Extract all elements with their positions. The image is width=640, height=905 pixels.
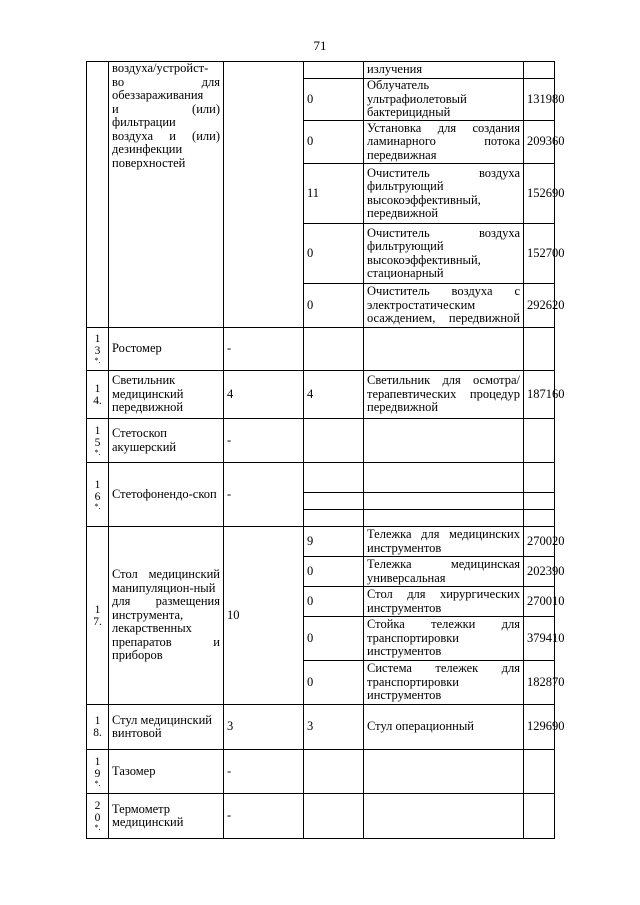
qty-cell bbox=[304, 419, 364, 463]
price-cell: 152690 bbox=[524, 164, 555, 224]
equipment-name-cell: Стол для хирургических инструментов bbox=[364, 587, 524, 617]
price-cell: 129690 bbox=[524, 705, 555, 750]
qty-cell bbox=[304, 328, 364, 371]
qty-cell: 3 bbox=[304, 705, 364, 750]
row-number-cell: 1 4. bbox=[87, 371, 109, 419]
qty-cell: 4 bbox=[304, 371, 364, 419]
row-number-cell bbox=[87, 62, 109, 328]
equipment-name-cell: Стул операционный bbox=[364, 705, 524, 750]
row-number-cell: 1 8. bbox=[87, 705, 109, 750]
qty-cell: 0 bbox=[304, 617, 364, 661]
qty-cell bbox=[304, 510, 364, 527]
item-name-cell: Светильник медицинский передвижной bbox=[109, 371, 224, 419]
qty-cell: 0 bbox=[304, 587, 364, 617]
page-number: 71 bbox=[313, 38, 327, 53]
price-cell: 270010 bbox=[524, 587, 555, 617]
equipment-name-cell bbox=[364, 510, 524, 527]
required-qty-cell: 3 bbox=[224, 705, 304, 750]
equipment-name-cell: Очиститель воздуха с электростатическим осаждением, передвижной bbox=[364, 284, 524, 328]
equipment-name-cell: Установка для создания ламинарного потока передвижная bbox=[364, 121, 524, 164]
equipment-name-cell: Стойка тележки для транспортировки инструментов bbox=[364, 617, 524, 661]
equipment-name-cell: Система тележек для транспортировки инструментов bbox=[364, 661, 524, 705]
row-number-cell: 1 7. bbox=[87, 527, 109, 705]
table-row bbox=[87, 328, 555, 371]
qty-cell: 0 bbox=[304, 284, 364, 328]
price-cell: 182870 bbox=[524, 661, 555, 705]
row-number-cell: 1 5 *. bbox=[87, 419, 109, 463]
price-cell: 202390 bbox=[524, 557, 555, 587]
required-qty-cell: 4 bbox=[224, 371, 304, 419]
price-cell: 270020 bbox=[524, 527, 555, 557]
qty-cell bbox=[304, 463, 364, 493]
required-qty-cell bbox=[224, 62, 304, 328]
equipment-name-cell: Очиститель воздуха фильтрующий высокоэффективный, передвижной bbox=[364, 164, 524, 224]
table-row bbox=[87, 705, 555, 750]
price-cell bbox=[524, 794, 555, 839]
equipment-name-cell: Облучатель ультрафиолетовый бактерицидный bbox=[364, 79, 524, 121]
required-qty-cell: - bbox=[224, 750, 304, 794]
table-row bbox=[87, 750, 555, 794]
table-row bbox=[87, 62, 555, 79]
equipment-name-cell bbox=[364, 328, 524, 371]
equipment-name-cell: Очиститель воздуха фильтрующий высокоэффективный, стационарный bbox=[364, 224, 524, 284]
equipment-name-cell bbox=[364, 419, 524, 463]
equipment-table bbox=[86, 61, 565, 839]
table-row bbox=[87, 794, 555, 839]
row-number-cell: 1 6 *. bbox=[87, 463, 109, 527]
equipment-name-cell: излучения bbox=[364, 62, 524, 79]
price-cell: 152700 bbox=[524, 224, 555, 284]
item-name-cell: Стул медицинский винтовой bbox=[109, 705, 224, 750]
price-cell bbox=[524, 510, 555, 527]
qty-cell: 11 bbox=[304, 164, 364, 224]
qty-cell bbox=[304, 750, 364, 794]
qty-cell: 0 bbox=[304, 557, 364, 587]
required-qty-cell: - bbox=[224, 794, 304, 839]
price-cell: 131980 bbox=[524, 79, 555, 121]
price-cell bbox=[524, 463, 555, 493]
equipment-name-cell: Светильник для осмотра/терапевтических процедур передвижной bbox=[364, 371, 524, 419]
price-cell: 209360 bbox=[524, 121, 555, 164]
table-row bbox=[87, 419, 555, 463]
qty-cell: 9 bbox=[304, 527, 364, 557]
equipment-name-cell bbox=[364, 794, 524, 839]
price-cell: 292620 bbox=[524, 284, 555, 328]
price-cell: 379410 bbox=[524, 617, 555, 661]
equipment-name-cell bbox=[364, 750, 524, 794]
item-name-cell: Термометр медицинский bbox=[109, 794, 224, 839]
price-cell bbox=[524, 419, 555, 463]
table-row bbox=[87, 527, 555, 557]
required-qty-cell: - bbox=[224, 463, 304, 527]
table-row bbox=[87, 371, 555, 419]
item-name-cell: Стетоскоп акушерский bbox=[109, 419, 224, 463]
equipment-name-cell: Тележка для медицинских инструментов bbox=[364, 527, 524, 557]
qty-cell: 0 bbox=[304, 224, 364, 284]
table-row bbox=[87, 463, 555, 493]
qty-cell: 0 bbox=[304, 661, 364, 705]
row-number-cell: 2 0 *. bbox=[87, 794, 109, 839]
equipment-name-cell: Тележка медицинская универсальная bbox=[364, 557, 524, 587]
row-number-cell: 1 9 *. bbox=[87, 750, 109, 794]
item-name-cell: Стол медицинский манипуляцион-ный для размещения инструмента, лекарственных препаратов и приборов bbox=[109, 527, 224, 705]
equipment-name-cell bbox=[364, 493, 524, 510]
qty-cell bbox=[304, 493, 364, 510]
item-name-cell: Стетофонендо-скоп bbox=[109, 463, 224, 527]
qty-cell bbox=[304, 62, 364, 79]
required-qty-cell: 10 bbox=[224, 527, 304, 705]
price-cell: 187160 bbox=[524, 371, 555, 419]
row-number-cell: 1 3 *. bbox=[87, 328, 109, 371]
price-cell bbox=[524, 328, 555, 371]
required-qty-cell: - bbox=[224, 419, 304, 463]
item-name-cell: воздуха/устройст- во для обеззараживания и (или) фильтрации воздуха и (или) дезинфекции поверхностей bbox=[109, 62, 224, 328]
qty-cell bbox=[304, 794, 364, 839]
item-name-cell: Ростомер bbox=[109, 328, 224, 371]
qty-cell: 0 bbox=[304, 121, 364, 164]
price-cell bbox=[524, 493, 555, 510]
price-cell bbox=[524, 62, 555, 79]
price-cell bbox=[524, 750, 555, 794]
required-qty-cell: - bbox=[224, 328, 304, 371]
qty-cell: 0 bbox=[304, 79, 364, 121]
equipment-name-cell bbox=[364, 463, 524, 493]
item-name-cell: Тазомер bbox=[109, 750, 224, 794]
